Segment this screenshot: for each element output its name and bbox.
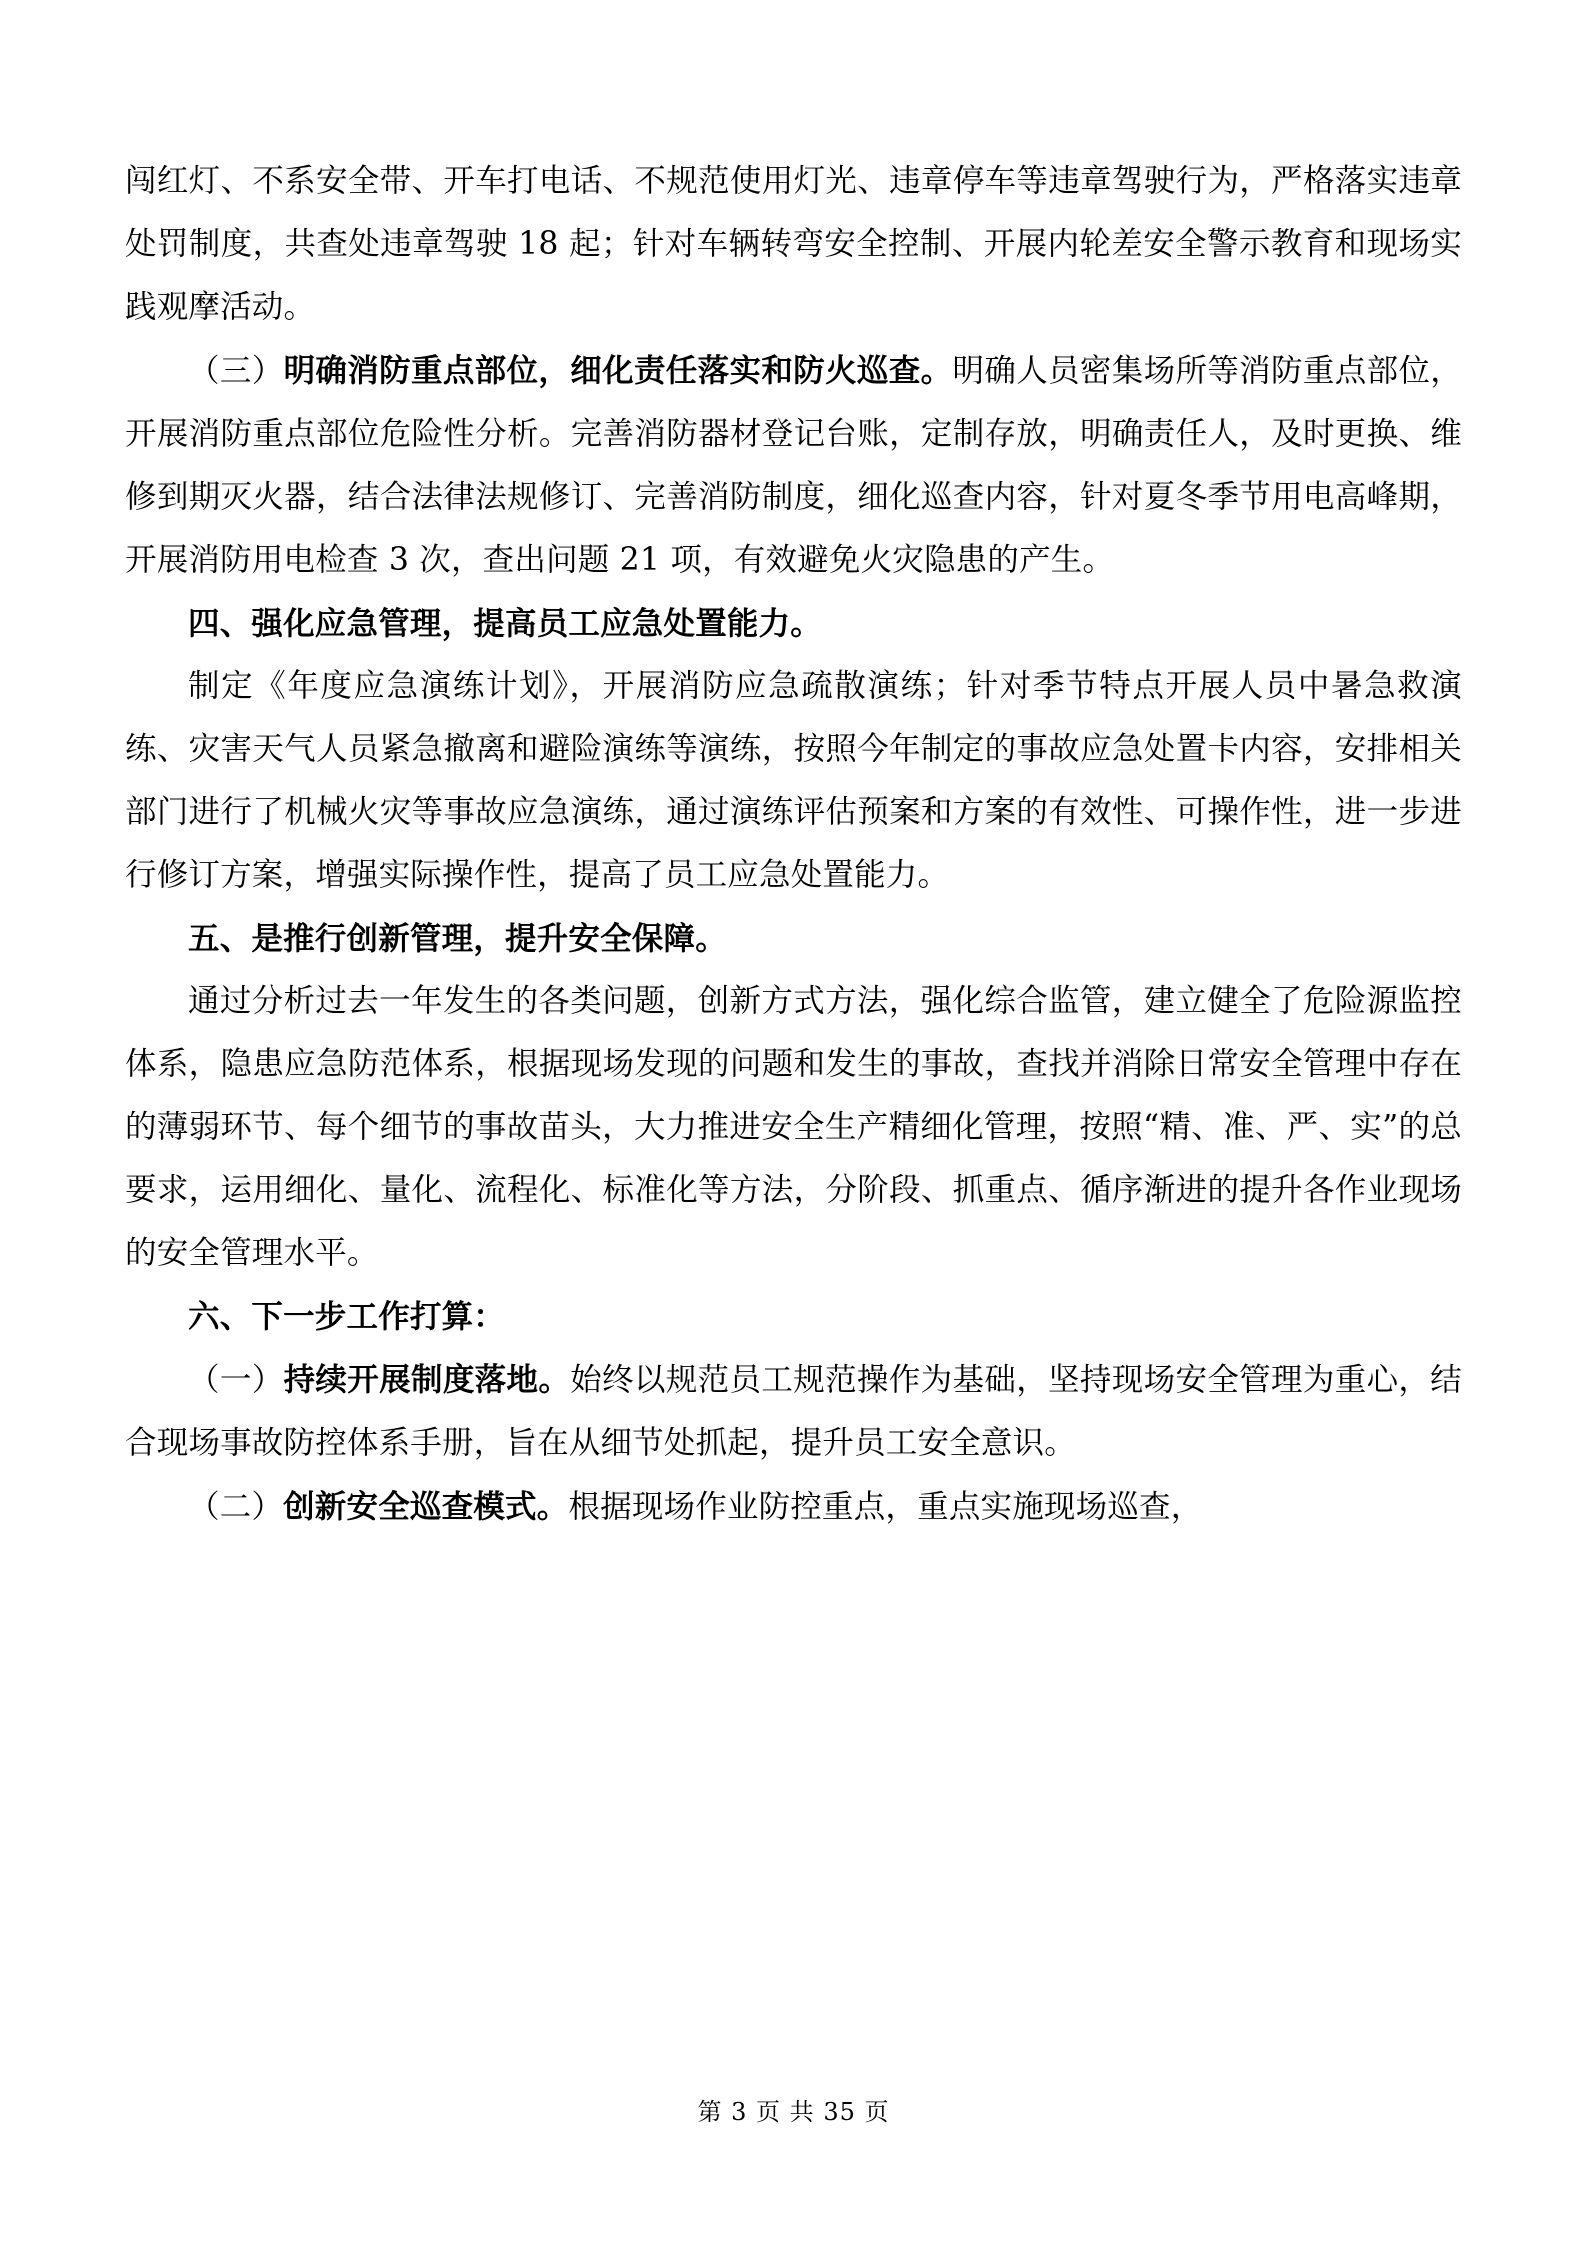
text-run-body: 始终以规范员工规范操作为基础，坚持现场安全管理为重心，结合现场事故防控体系手册，旨在从细节处抓起，提升员工安全意识。 — [125, 1362, 1462, 1461]
document-body — [125, 150, 1462, 1539]
heading-text: 四、强化应急管理，提高员工应急处置能力。 — [188, 605, 823, 642]
text-run-label: （二） — [188, 1489, 284, 1525]
paragraph-fire-key-parts — [125, 339, 1462, 592]
paragraph-traffic-violations — [125, 150, 1462, 339]
footer-middle: 页 共 — [756, 2098, 815, 2126]
heading-innovation-management — [125, 907, 1462, 970]
text-run-body: 明确人员密集场所等消防重点部位，开展消防重点部位危险性分析。完善消防器材登记台账，定制存放，明确责任人，及时更换、维修到期灭火器，结合法律法规修订、完善消防制度，细化巡查内容，针对夏冬季节用电高峰期，开展消防用电检查 3 次，查出问题 21 项，有效避免火灾隐患的产生。 — [125, 353, 1463, 578]
paragraph-innovation-body — [125, 970, 1462, 1285]
text-run-bold: 明确消防重点部位，细化责任落实和防火巡查。 — [283, 352, 953, 389]
heading-emergency-management — [125, 592, 1462, 655]
text-run: 制定《年度应急演练计划》，开展消防应急疏散演练；针对季节特点开展人员中暑急救演练、灾害天气人员紧急撤离和避险演练等演练，按照今年制定的事故应急处置卡内容，安排相关部门进行了机械火灾等事故应急演练，通过演练评估预案和方案的有效性、可操作性，进一步进行修订方案，增强实际操作性，提高了员工应急处置能力。 — [125, 668, 1462, 893]
heading-text: 五、是推行创新管理，提升安全保障。 — [188, 920, 727, 957]
footer-total-pages: 35 — [823, 2098, 856, 2126]
text-run-body: 根据现场作业防控重点，重点实施现场巡查， — [568, 1489, 1203, 1525]
paragraph-emergency-drills — [125, 655, 1462, 907]
heading-text: 六、下一步工作打算： — [188, 1298, 506, 1335]
page-footer — [0, 2092, 1587, 2127]
paragraph-continue-system — [125, 1348, 1462, 1475]
text-run-label: （三） — [188, 353, 284, 389]
footer-suffix: 页 — [864, 2098, 890, 2126]
footer-prefix: 第 — [697, 2098, 723, 2126]
text-run-label: （一） — [188, 1362, 284, 1398]
text-run-bold: 持续开展制度落地。 — [283, 1361, 571, 1398]
text-run: 通过分析过去一年发生的各类问题，创新方式方法，强化综合监管，建立健全了危险源监控体系，隐患应急防范体系，根据现场发现的问题和发生的事故，查找并消除日常安全管理中存在的薄弱环节、每个细节的事故苗头，大力推进安全生产精细化管理，按照“精、准、严、实”的总要求，运用细化、量化、流程化、标准化等方法，分阶段、抓重点、循序渐进的提升各作业现场的安全管理水平。 — [125, 983, 1462, 1271]
heading-next-steps — [125, 1285, 1462, 1348]
text-run-bold: 创新安全巡查模式。 — [283, 1488, 569, 1525]
footer-current-page: 3 — [731, 2098, 748, 2126]
paragraph-innovate-patrol — [125, 1475, 1462, 1539]
text-run: 闯红灯、不系安全带、开车打电话、不规范使用灯光、违章停车等违章驾驶行为，严格落实违章处罚制度，共查处违章驾驶 18 起；针对车辆转弯安全控制、开展内轮差安全警示教育和现场实践观摩活动。 — [125, 163, 1462, 325]
